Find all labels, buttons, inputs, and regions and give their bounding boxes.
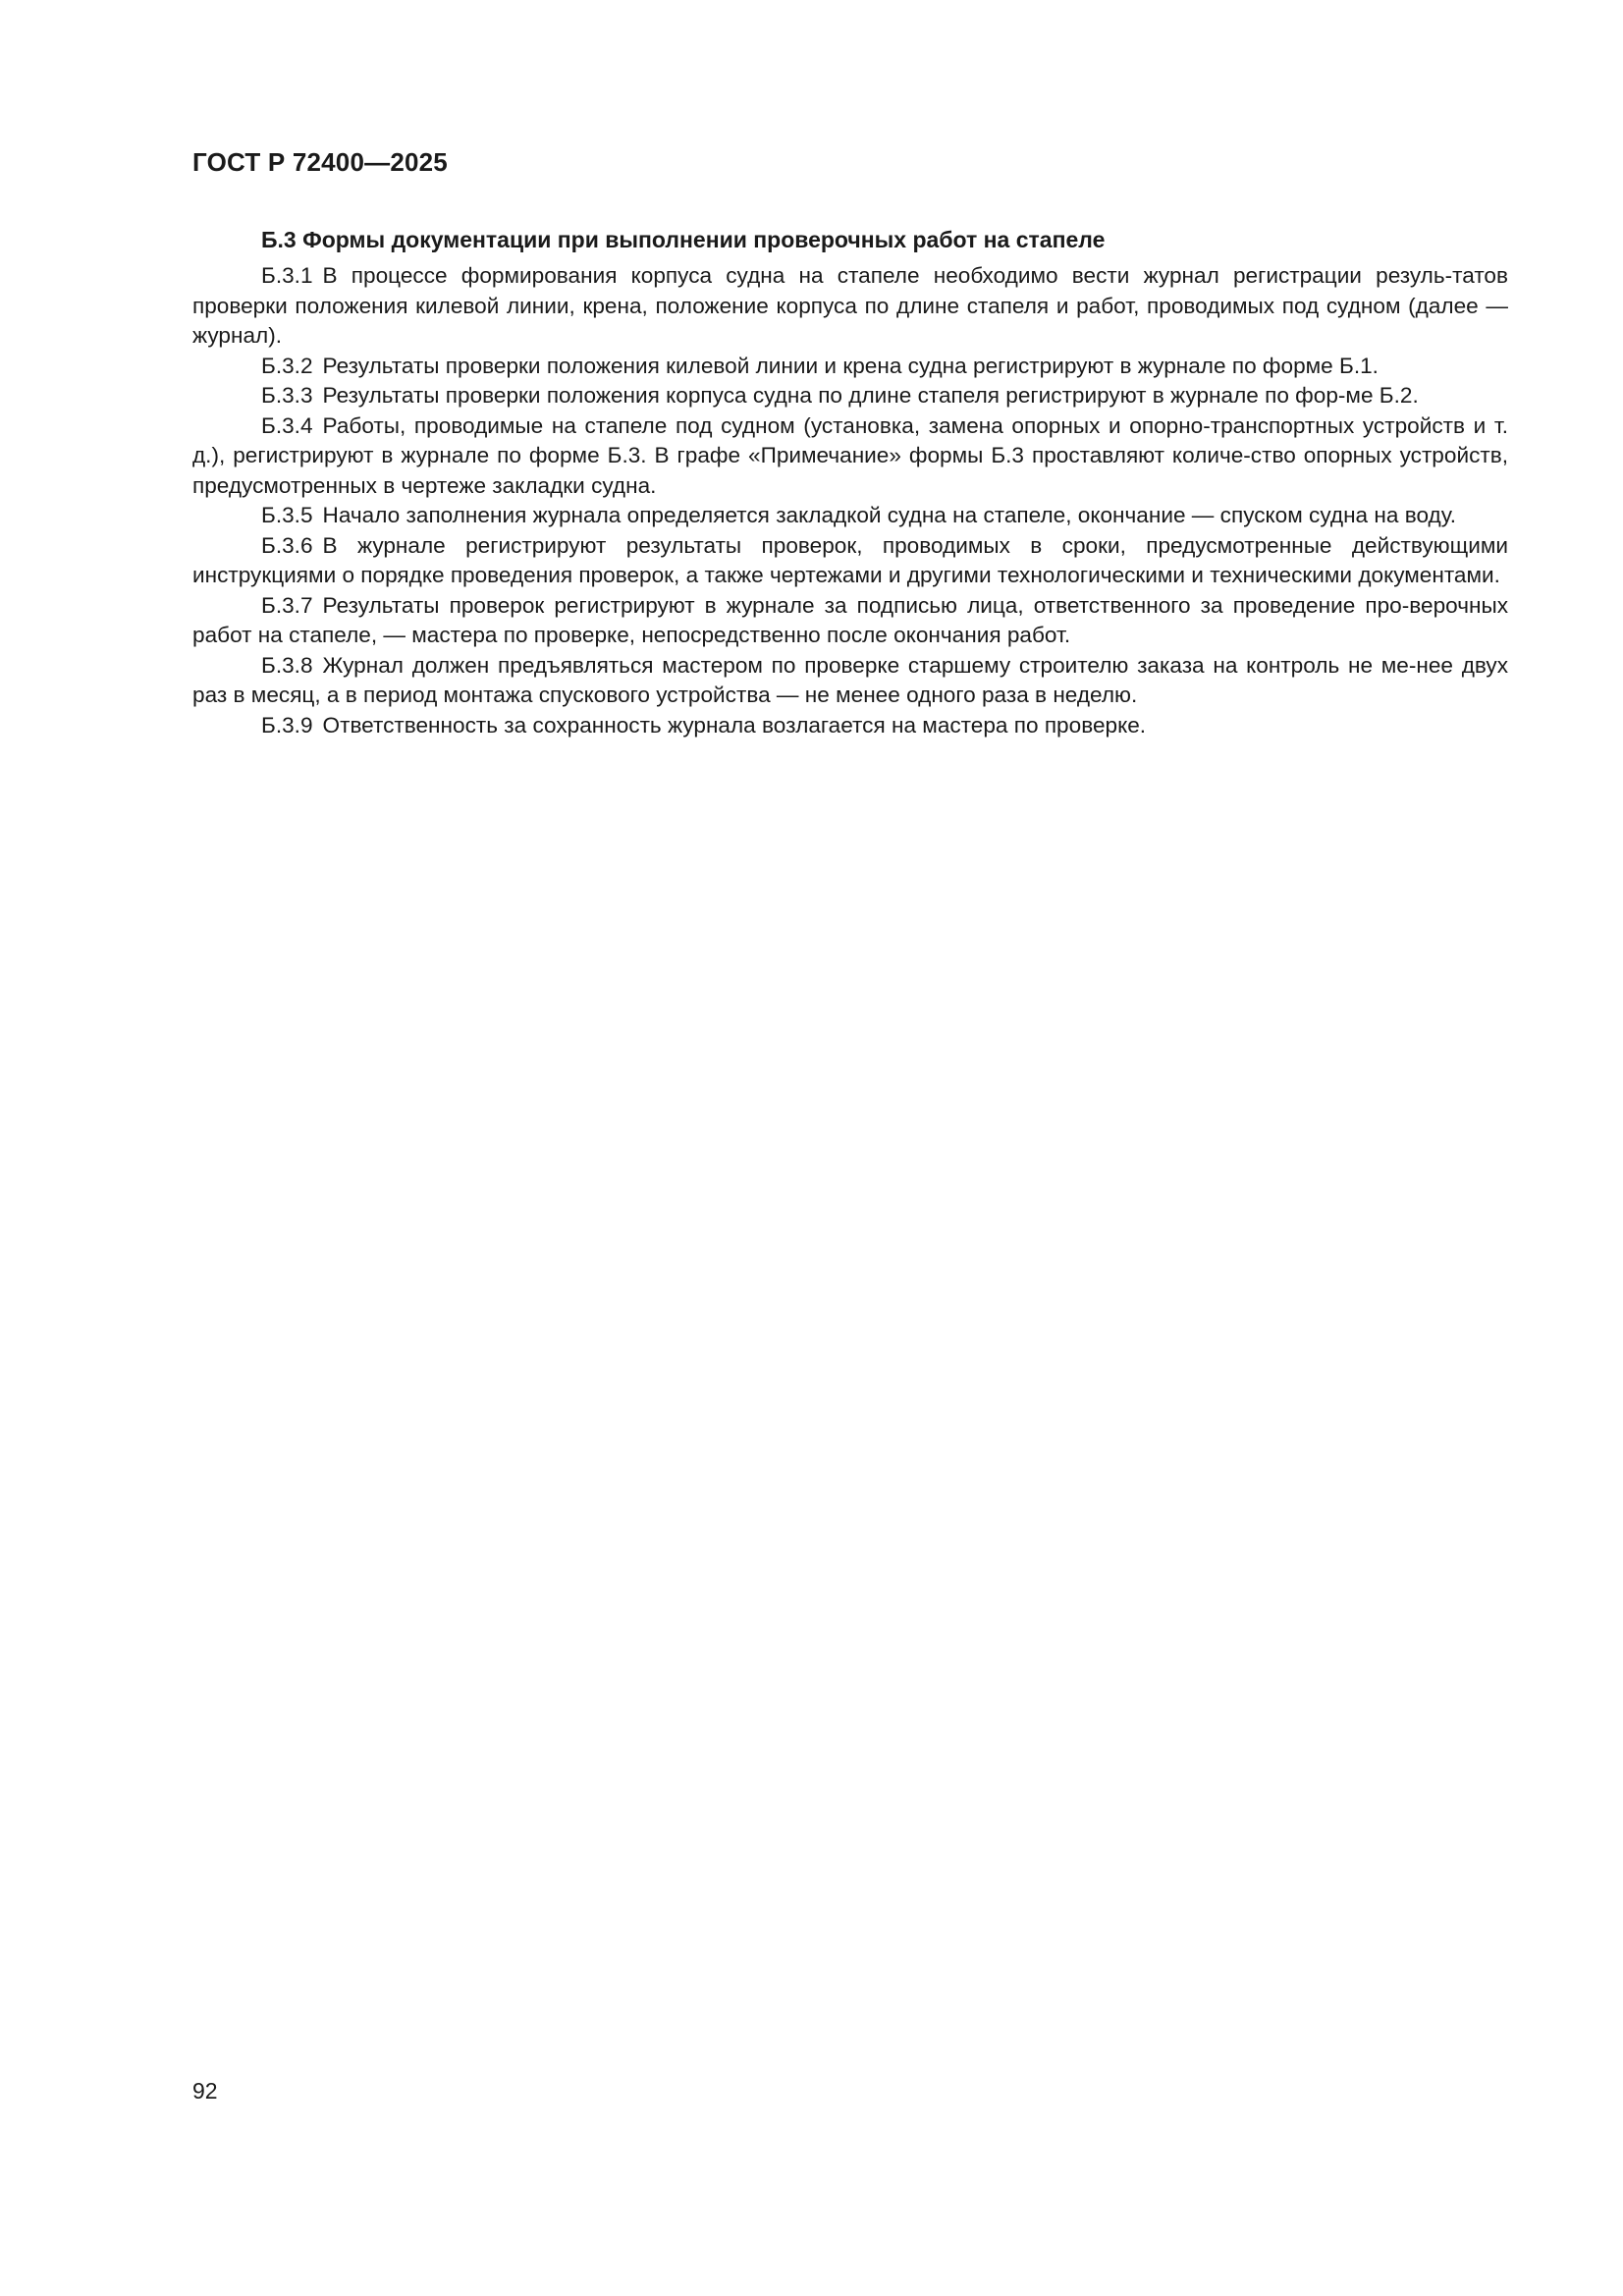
paragraph-b3-9 xyxy=(192,711,1508,741)
paragraph-b3-8 xyxy=(192,651,1508,711)
paragraph-number: Б.3.6 xyxy=(261,532,313,558)
paragraph-b3-5 xyxy=(192,501,1508,531)
paragraph-b3-7 xyxy=(192,591,1508,651)
paragraph-text: В процессе формирования корпуса судна на стапеле необходимо вести журнал регистрации резуль-татов проверки положения килевой линии, крена, положение корпуса по длине стапеля и работ, проводимых под судном (далее — журнал). xyxy=(192,263,1508,348)
paragraph-b3-6 xyxy=(192,531,1508,591)
paragraph-number: Б.3.2 xyxy=(261,353,313,378)
paragraph-number: Б.3.3 xyxy=(261,383,313,408)
paragraph-number: Б.3.5 xyxy=(261,503,313,527)
paragraph-number: Б.3.9 xyxy=(261,712,313,738)
page-number: 92 xyxy=(192,2078,218,2104)
paragraph-number: Б.3.8 xyxy=(261,652,313,678)
paragraph-text: Результаты проверки положения корпуса судна по длине стапеля регистрируют в журнале по фор-ме Б.2. xyxy=(322,383,1419,408)
paragraph-text: Работы, проводимые на стапеле под судном (установка, замена опорных и опорно-транспортных устройств и т. д.), регистрируют в журнале по форме Б.3. В графе «Примечание» формы Б.3 проставляют количе-ство опорных устройств, предусмотренных в чертеже закладки судна. xyxy=(192,412,1508,498)
paragraph-number: Б.3.7 xyxy=(261,592,313,618)
paragraph-text: Ответственность за сохранность журнала возлагается на мастера по проверке. xyxy=(322,712,1147,738)
paragraph-b3-3 xyxy=(192,381,1508,411)
paragraph-text: Журнал должен предъявляться мастером по проверке старшему строителю заказа на контроль не ме-нее двух раз в месяц, а в период монтажа спускового устройства — не менее одного раза в неделю. xyxy=(192,652,1508,707)
paragraph-b3-1 xyxy=(192,261,1508,352)
paragraph-text: Результаты проверки положения килевой линии и крена судна регистрируют в журнале по форме Б.1. xyxy=(322,353,1379,378)
paragraph-b3-4 xyxy=(192,411,1508,502)
paragraph-text: Начало заполнения журнала определяется закладкой судна на стапеле, окончание — спуском судна на воду. xyxy=(322,503,1457,527)
paragraph-number: Б.3.4 xyxy=(261,412,313,438)
document-code: ГОСТ Р 72400—2025 xyxy=(192,147,448,177)
paragraph-text: Результаты проверок регистрируют в журнале за подписью лица, ответственного за проведение про-верочных работ на стапеле, — мастера по проверке, непосредственно после окончания работ. xyxy=(192,592,1508,647)
paragraph-number: Б.3.1 xyxy=(261,263,313,288)
paragraph-text: В журнале регистрируют результаты проверок, проводимых в сроки, предусмотренные действующими инструкциями о порядке проведения проверок, а также чертежами и другими технологическими и техническими документами. xyxy=(192,532,1508,587)
section-b3 xyxy=(192,224,1508,740)
section-title: Б.3 Формы документации при выполнении проверочных работ на стапеле xyxy=(261,227,1106,252)
paragraph-b3-2 xyxy=(192,352,1508,382)
